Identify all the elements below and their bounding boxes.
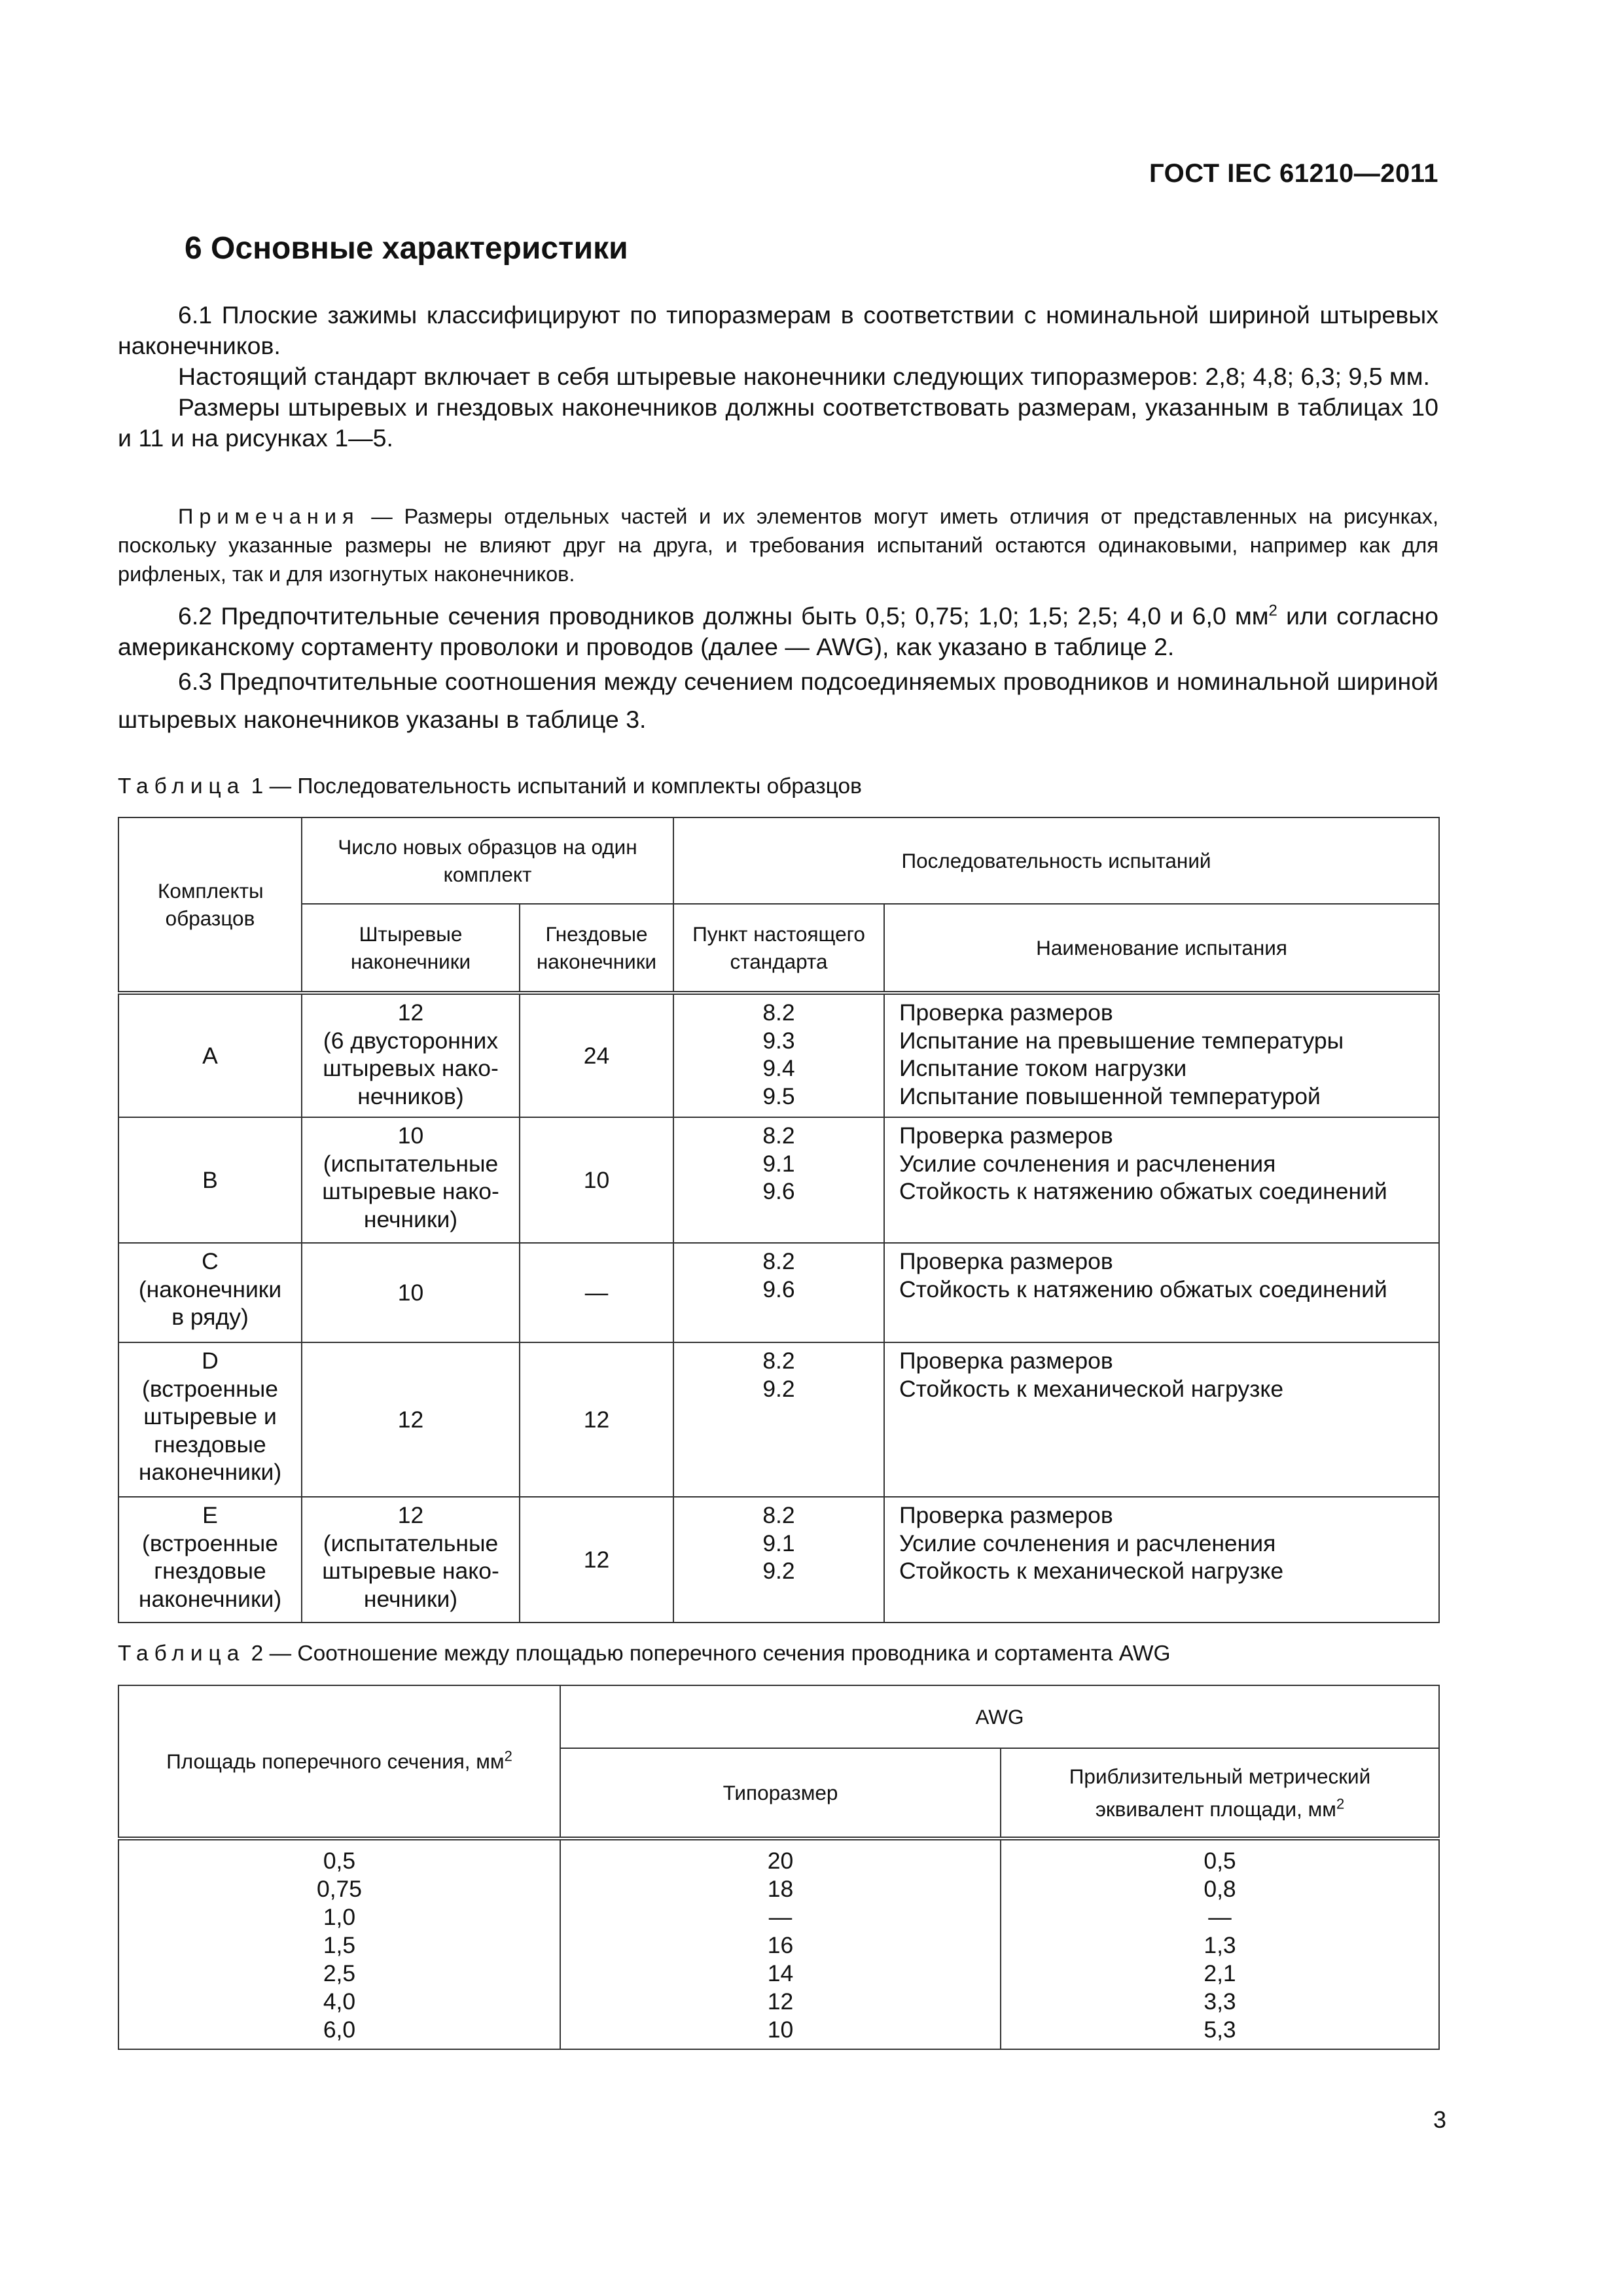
header-tabs: Штыревые наконечники bbox=[302, 904, 520, 993]
cell-clauses: 8.2 9.2 bbox=[673, 1342, 884, 1497]
cell-receptacles: 10 bbox=[520, 1117, 673, 1243]
table-row bbox=[118, 1497, 1439, 1623]
table-test-sequence bbox=[118, 817, 1440, 1623]
paragraph-6-1: 6.1 Плоские зажимы классифицируют по типоразмерам в соответствии с номинальной шириной штыревых наконечников. bbox=[118, 301, 1438, 359]
cell-clauses: 8.2 9.6 bbox=[673, 1243, 884, 1342]
cell-tests: Проверка размеров Усилие сочленения и расчленения Стойкость к механической нагрузке bbox=[884, 1497, 1439, 1623]
cell-clauses: 8.2 9.3 9.4 9.5 bbox=[673, 993, 884, 1117]
paragraph-6-3: 6.3 Предпочтительные соотношения между сечением подсоединяемых проводников и номинальной шириной штыревых наконечников указаны в таблице 3. bbox=[118, 668, 1438, 733]
cell-tabs: 12 (испытательные штыревые нако- нечники) bbox=[302, 1497, 520, 1623]
cell-areas: 0,5 0,75 1,0 1,5 2,5 4,0 6,0 bbox=[118, 1839, 560, 2049]
paragraph-6-2: 6.2 Предпочтительные сечения проводников должны быть 0,5; 0,75; 1,0; 1,5; 2,5; 4,0 и 6,0 $мм^2$ или согласно американскому сортаменту проволоки и проводов (далее — AWG), как указано в таблице 2. bbox=[118, 601, 1438, 660]
page-number: 3 bbox=[1433, 2106, 1447, 2133]
table-row bbox=[118, 1117, 1439, 1243]
cell-tests: Проверка размеров Стойкость к механической нагрузке bbox=[884, 1342, 1439, 1497]
note-label: Примечания bbox=[178, 505, 360, 528]
cell-set: D (встроенные штыревые и гнездовые наконечники) bbox=[118, 1342, 302, 1497]
note-block bbox=[118, 502, 1438, 588]
cell-tabs: 12 (6 двусторонних штыревых нако- нечников) bbox=[302, 993, 520, 1117]
cell-tests: Проверка размеров Стойкость к натяжению обжатых соединений bbox=[884, 1243, 1439, 1342]
cell-awg-sizes: 20 18 — 16 14 12 10 bbox=[560, 1839, 1001, 2049]
cell-set: B bbox=[118, 1117, 302, 1243]
header-awg-size: Типоразмер bbox=[560, 1748, 1001, 1839]
header-awg: AWG bbox=[560, 1685, 1439, 1748]
note-text: — Размеры отдельных частей и их элементов могут иметь отличия от представленных на рисунках, поскольку указанные размеры не влияют друг на друга, и требования испытаний остаются одинаковыми, например как для рифленых, так и для изогнутых наконечников. bbox=[118, 505, 1438, 586]
paragraph-dimensions: Размеры штыревых и гнездовых наконечников должны соответствовать размерам, указанным в таблицах 10 и 11 и на рисунках 1—5. bbox=[118, 393, 1438, 452]
cell-clauses: 8.2 9.1 9.6 bbox=[673, 1117, 884, 1243]
header-new-samples: Число новых образцов на один комплект bbox=[302, 817, 673, 904]
paragraphs-top bbox=[118, 300, 1438, 454]
cell-tests: Проверка размеров Испытание на превышение температуры Испытание током нагрузки Испытание повышенной температурой bbox=[884, 993, 1439, 1117]
table-row bbox=[118, 1243, 1439, 1342]
header-test-name: Наименование испытания bbox=[884, 904, 1439, 993]
cell-set: E (встроенные гнездовые наконечники) bbox=[118, 1497, 302, 1623]
table1-caption: Таблица 1 — Последовательность испытаний и комплекты образцов bbox=[118, 774, 862, 798]
section-title: 6 Основные характеристики bbox=[185, 231, 628, 266]
paragraph-standard-sizes: Настоящий стандарт включает в себя штыревые наконечники следующих типоразмеров: 2,8; 4,8; 6,3; 9,5 мм. bbox=[178, 363, 1430, 390]
table-awg bbox=[118, 1685, 1440, 2050]
header-area: Площадь поперечного сечения, $мм^2$ bbox=[118, 1685, 560, 1839]
cell-tabs: 10 (испытательные штыревые нако- нечники) bbox=[302, 1117, 520, 1243]
header-metric-equivalent: Приблизительный метрический эквивалент площади, $мм^2$ bbox=[1001, 1748, 1439, 1839]
cell-clauses: 8.2 9.1 9.2 bbox=[673, 1497, 884, 1623]
cell-tests: Проверка размеров Усилие сочленения и расчленения Стойкость к натяжению обжатых соединений bbox=[884, 1117, 1439, 1243]
table-row bbox=[118, 1839, 1439, 2049]
cell-receptacles: 24 bbox=[520, 993, 673, 1117]
cell-receptacles: 12 bbox=[520, 1497, 673, 1623]
table-row bbox=[118, 993, 1439, 1117]
table2-caption: Таблица 2 — Соотношение между площадью поперечного сечения проводника и сортамента AWG bbox=[118, 1641, 1171, 1666]
document-code: ГОСТ IEC 61210—2011 bbox=[1149, 159, 1438, 188]
header-test-sequence: Последовательность испытаний bbox=[673, 817, 1439, 904]
cell-metric-equivalents: 0,5 0,8 — 1,3 2,1 3,3 5,3 bbox=[1001, 1839, 1439, 2049]
cell-receptacles: — bbox=[520, 1243, 673, 1342]
table-row bbox=[118, 1342, 1439, 1497]
cell-set: C (наконечники в ряду) bbox=[118, 1243, 302, 1342]
paragraphs-bottom bbox=[118, 601, 1438, 738]
header-sample-sets: Комплекты образцов bbox=[118, 817, 302, 993]
header-receptacles: Гнездовые наконечники bbox=[520, 904, 673, 993]
cell-receptacles: 12 bbox=[520, 1342, 673, 1497]
cell-set: A bbox=[118, 993, 302, 1117]
header-clause: Пункт настоящего стандарта bbox=[673, 904, 884, 993]
cell-tabs: 10 bbox=[302, 1243, 520, 1342]
cell-tabs: 12 bbox=[302, 1342, 520, 1497]
